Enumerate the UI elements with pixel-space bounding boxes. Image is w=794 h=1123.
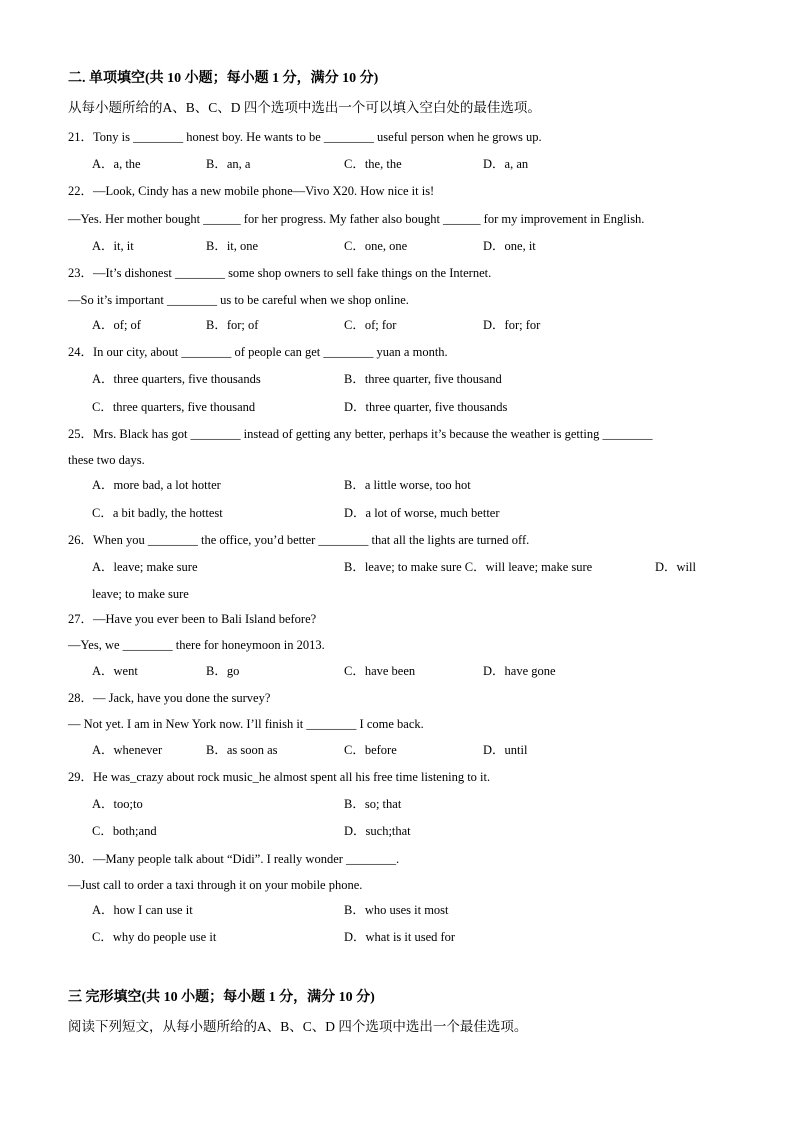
section-3-instruction: 阅读下列短文，从每小题所给的A、B、C、D 四个选项中选出一个最佳选项。 xyxy=(68,1019,528,1034)
question-24-option-c: C．three quarters, five thousand xyxy=(92,400,256,414)
question-21-option-a: A．a, the xyxy=(92,157,141,171)
question-21-stem: 21．Tony is ________ honest boy. He wants to be ________ useful person when he grows up. xyxy=(68,130,542,144)
question-27-stem: 27．—Have you ever been to Bali Island before? xyxy=(68,612,317,626)
question-30-option-d: D．what is it used for xyxy=(344,930,456,944)
section-3-title: 三 完形填空(共 10 小题；每小题 1 分，满分 10 分) xyxy=(68,990,375,1005)
question-28-option-b: B．as soon as xyxy=(206,743,278,757)
question-30-option-a: A．how I can use it xyxy=(92,903,193,917)
question-24-option-d: D．three quarter, five thousands xyxy=(344,400,508,414)
question-30-stem-line2: —Just call to order a taxi through it on your mobile phone. xyxy=(68,878,363,892)
question-25-option-d: D．a lot of worse, much better xyxy=(344,506,500,520)
question-28-option-d: D．until xyxy=(483,743,528,757)
question-29-option-d: D．such;that xyxy=(344,824,411,838)
question-27-option-c: C．have been xyxy=(344,664,416,678)
question-26-option-d-continued: leave; to make sure xyxy=(92,587,189,601)
question-24-option-b: B．three quarter, five thousand xyxy=(344,372,502,386)
question-29-option-b: B．so; that xyxy=(344,797,402,811)
question-21-option-b: B．an, a xyxy=(206,157,251,171)
question-25-option-b: B．a little worse, too hot xyxy=(344,478,471,492)
question-28-option-a: A．whenever xyxy=(92,743,163,757)
question-28-option-c: C．before xyxy=(344,743,397,757)
question-25-stem: 25．Mrs. Black has got ________ instead of getting any better, perhaps it’s because the weather is getting ________ xyxy=(68,427,653,441)
question-26-option-b-c: B．leave; to make sure C．will leave; make sure xyxy=(344,560,593,574)
question-21-option-d: D．a, an xyxy=(483,157,529,171)
question-23-option-a: A．of; of xyxy=(92,318,141,332)
question-25-option-c: C．a bit badly, the hottest xyxy=(92,506,223,520)
question-28-stem: 28．— Jack, have you done the survey? xyxy=(68,691,271,705)
question-21-option-c: C．the, the xyxy=(344,157,402,171)
question-23-option-b: B．for; of xyxy=(206,318,259,332)
question-26-option-d: D．will xyxy=(655,560,696,574)
question-23-stem: 23．—It’s dishonest ________ some shop owners to sell fake things on the Internet. xyxy=(68,266,492,280)
question-27-option-a: A．went xyxy=(92,664,138,678)
question-27-option-b: B．go xyxy=(206,664,240,678)
question-22-option-a: A．it, it xyxy=(92,239,134,253)
question-28-stem-line2: — Not yet. I am in New York now. I’ll finish it ________ I come back. xyxy=(68,717,424,731)
question-22-stem: 22．—Look, Cindy has a new mobile phone—Vivo X20. How nice it is! xyxy=(68,184,435,198)
question-24-option-a: A．three quarters, five thousands xyxy=(92,372,261,386)
question-29-option-a: A．too;to xyxy=(92,797,143,811)
question-27-option-d: D．have gone xyxy=(483,664,556,678)
question-30-option-b: B．who uses it most xyxy=(344,903,449,917)
question-22-stem-line2: —Yes. Her mother bought ______ for her progress. My father also bought ______ for my improvement in English. xyxy=(68,212,645,226)
question-25-option-a: A．more bad, a lot hotter xyxy=(92,478,221,492)
question-22-option-d: D．one, it xyxy=(483,239,536,253)
question-26-stem: 26．When you ________ the office, you’d better ________ that all the lights are turned off. xyxy=(68,533,530,547)
question-25-stem-line2: these two days. xyxy=(68,453,145,467)
question-23-option-d: D．for; for xyxy=(483,318,541,332)
question-24-stem: 24．In our city, about ________ of people can get ________ yuan a month. xyxy=(68,345,448,359)
question-29-option-c: C．both;and xyxy=(92,824,157,838)
question-30-stem: 30．—Many people talk about “Didi”. I really wonder ________. xyxy=(68,852,400,866)
section-2-title: 二. 单项填空(共 10 小题；每小题 1 分，满分 10 分) xyxy=(68,71,379,86)
question-26-option-a: A．leave; make sure xyxy=(92,560,198,574)
question-30-option-c: C．why do people use it xyxy=(92,930,217,944)
section-2-instruction: 从每小题所给的A、B、C、D 四个选项中选出一个可以填入空白处的最佳选项。 xyxy=(68,100,541,115)
question-27-stem-line2: —Yes, we ________ there for honeymoon in 2013. xyxy=(68,638,325,652)
question-22-option-b: B．it, one xyxy=(206,239,259,253)
question-23-option-c: C．of; for xyxy=(344,318,397,332)
question-23-stem-line2: —So it’s important ________ us to be careful when we shop online. xyxy=(68,293,409,307)
question-29-stem: 29．He was_crazy about rock music_he almost spent all his free time listening to it. xyxy=(68,770,491,784)
question-22-option-c: C．one, one xyxy=(344,239,408,253)
